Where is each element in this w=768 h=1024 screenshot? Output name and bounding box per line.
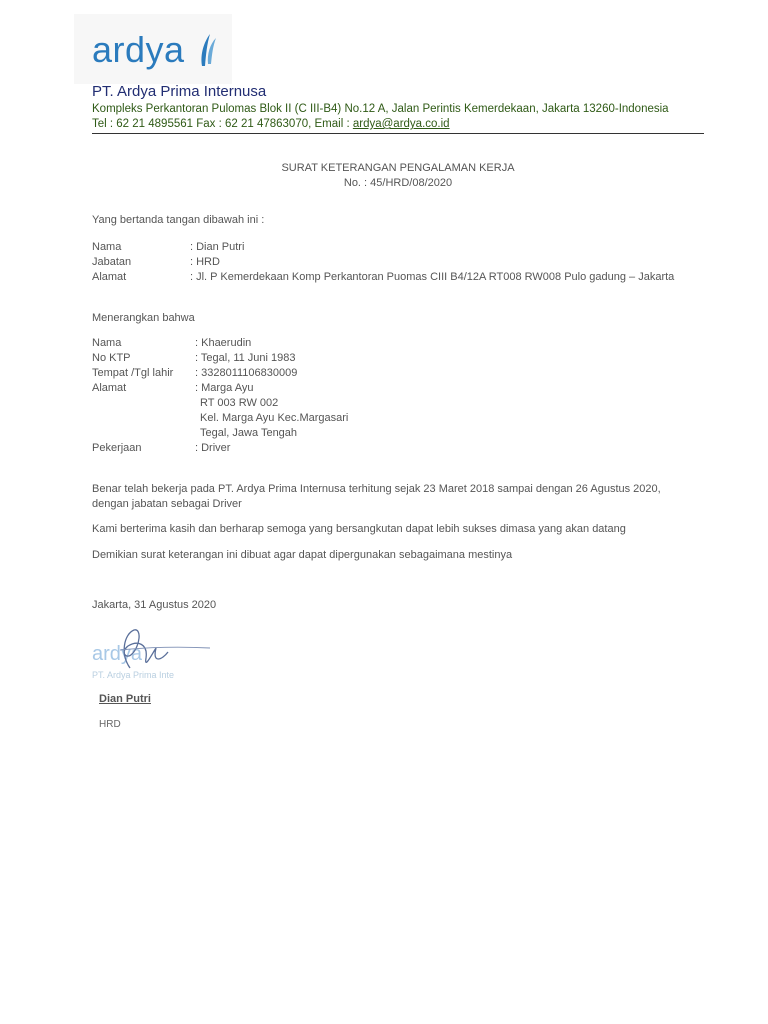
signatory-alamat-label: Alamat — [92, 271, 127, 283]
signatory-jabatan-label: Jabatan — [92, 256, 132, 268]
signer-role: HRD — [99, 719, 121, 730]
employee-alamat-line2: RT 003 RW 002 — [200, 397, 279, 409]
company-logo: ardya — [92, 29, 185, 70]
employee-alamat-label: Alamat — [92, 382, 127, 394]
stamp-logo-text: ardya — [92, 643, 143, 665]
employee-nama: : Khaerudin — [195, 337, 252, 349]
employee-ttl: : 3328011106830009 — [195, 367, 298, 379]
employee-pekerjaan-label: Pekerjaan — [92, 442, 142, 454]
declare-text: Menerangkan bahwa — [92, 312, 195, 324]
signatory-nama: : Dian Putri — [190, 241, 245, 253]
employee-ttl-label: Tempat /Tgl lahir — [92, 367, 174, 379]
letter-number: No. : 45/HRD/08/2020 — [343, 177, 453, 189]
employee-pekerjaan: : Driver — [195, 442, 231, 454]
company-address: Kompleks Perkantoran Pulomas Blok II (C III-B4) No.12 A, Jalan Perintis Kemerdekaan, Jakarta 13260-Indonesia — [92, 103, 669, 115]
intro-text: Yang bertanda tangan dibawah ini : — [92, 214, 265, 226]
employee-alamat-line1: : Marga Ayu — [195, 382, 254, 394]
employee-alamat-line4: Tegal, Jawa Tengah — [200, 427, 298, 439]
signatory-nama-label: Nama — [92, 241, 122, 253]
body-paragraph-1-line2: dengan jabatan sebagai Driver — [92, 498, 242, 510]
stamp-company-text: PT. Ardya Prima Inte — [92, 670, 175, 680]
employee-nama-label: Nama — [92, 337, 122, 349]
body-paragraph-3: Demikian surat keterangan ini dibuat agar dapat dipergunakan sebagaimana mestinya — [92, 549, 513, 561]
signatory-jabatan: : HRD — [190, 256, 220, 268]
letter-title: SURAT KETERANGAN PENGALAMAN KERJA — [281, 162, 515, 174]
signatory-alamat: : Jl. P Kemerdekaan Komp Perkantoran Puomas CIII B4/12A RT008 RW008 Pulo gadung – Jakarta — [190, 271, 675, 283]
leaf-icon — [196, 30, 218, 70]
employee-ktp: : Tegal, 11 Juni 1983 — [195, 352, 296, 364]
company-contact — [92, 118, 450, 130]
employee-ktp-label: No KTP — [92, 352, 131, 364]
place-date: Jakarta, 31 Agustus 2020 — [92, 599, 217, 611]
body-paragraph-1-line1: Benar telah bekerja pada PT. Ardya Prima Internusa terhitung sejak 23 Maret 2018 sampai dengan 26 Agustus 2020, — [92, 483, 661, 495]
tel-fax: Tel : 62 21 4895561 Fax : 62 21 47863070, Email : — [92, 118, 353, 130]
header-divider — [92, 133, 704, 134]
employee-alamat-line3: Kel. Marga Ayu Kec.Margasari — [200, 412, 349, 424]
email-link[interactable]: ardya@ardya.co.id — [352, 118, 450, 130]
company-name: PT. Ardya Prima Internusa — [92, 83, 267, 100]
body-paragraph-2: Kami berterima kasih dan berharap semoga yang bersangkutan dapat lebih sukses dimasa yang akan datang — [92, 523, 626, 535]
signer-name: Dian Putri — [99, 693, 151, 705]
signature-stamp — [90, 624, 220, 694]
